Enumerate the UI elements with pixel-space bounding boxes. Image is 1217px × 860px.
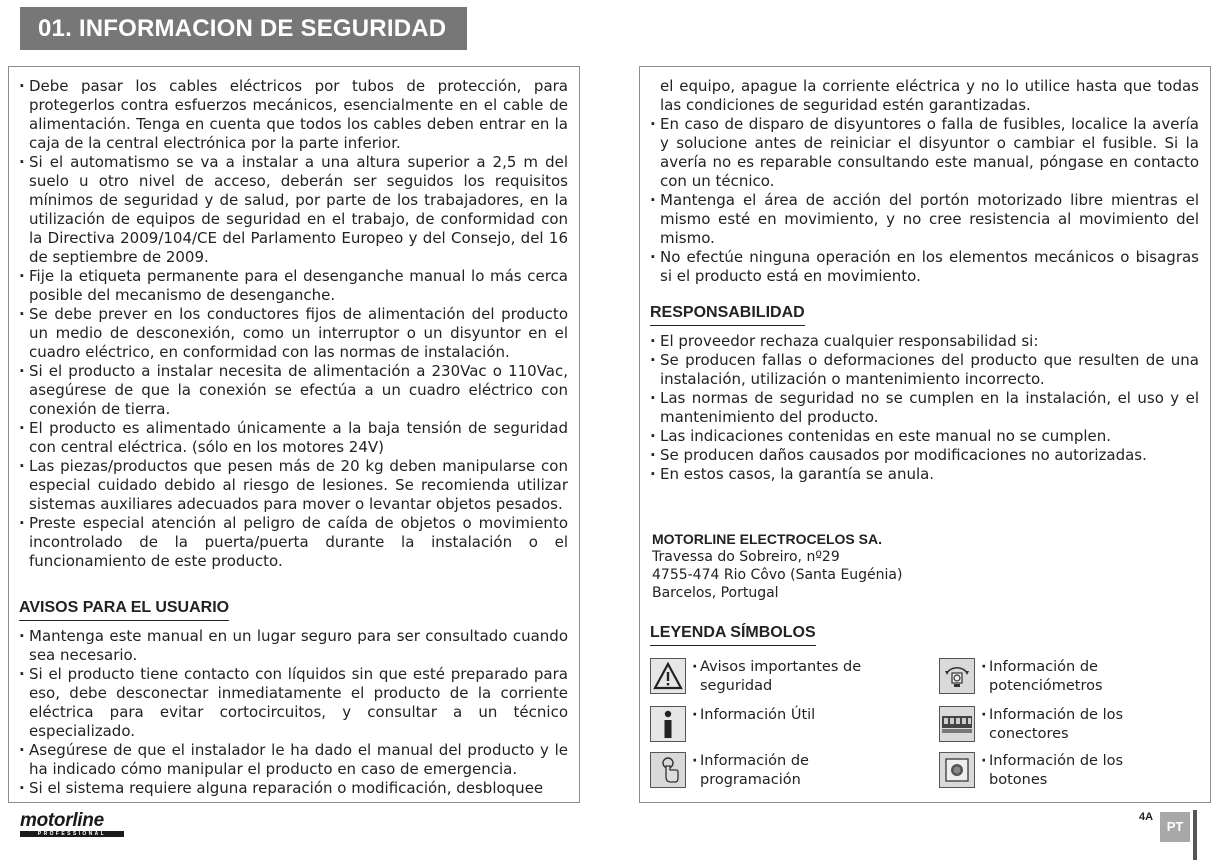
list-item: · Se producen fallas o deformaciones del producto que resulten de una instalación, utilización o mantenimiento incorrecto. [650, 351, 1199, 389]
legend-item [650, 658, 880, 696]
list-item: · En caso de disparo de disyuntores o falla de fusibles, localice la avería y solucione antes de reiniciar el disyuntor o cambiar el fusible. Si la avería no es reparable consultando este manual, póngase en contacto con un técnico. [650, 115, 1199, 191]
responsabilidad-list [650, 332, 1199, 484]
safety-list [19, 77, 568, 571]
legend-text: · Información de los conectores [981, 706, 1169, 744]
list-item: · Las piezas/productos que pesen más de 20 kg deben manipularse con especial cuidado debido al riesgo de lesiones. Se recomienda utilizar sistemas auxiliares adecuados para mover o levantar objetos pesados. [19, 457, 568, 514]
address-line: Travessa do Sobreiro, nº29 [652, 549, 840, 565]
list-item: · No efectúe ninguna operación en los elementos mecánicos o bisagras si el producto está en movimiento. [650, 248, 1199, 286]
list-item: · Mantenga el área de acción del portón motorizado libre mientras el mismo esté en movimiento, y no cree resistencia al movimiento del mismo. [650, 191, 1199, 248]
right-column [639, 66, 1211, 803]
page-edge-bar [1193, 810, 1197, 860]
legend-item [939, 658, 1169, 696]
responsabilidad-heading: RESPONSABILIDAD [650, 302, 805, 326]
legend-item [650, 706, 880, 742]
page-number: 4A [1139, 811, 1154, 823]
list-item: · El producto es alimentado únicamente a la baja tensión de seguridad con central eléctrica. (sólo en los motores 24V) [19, 419, 568, 457]
list-item: · Se producen daños causados por modificaciones no autorizadas. [650, 446, 1199, 465]
info-icon [650, 706, 686, 742]
motorline-logo [20, 812, 126, 838]
list-item: · Si el sistema requiere alguna reparación o modificación, desbloquee [19, 779, 568, 798]
list-item-continuation: el equipo, apague la corriente eléctrica y no lo utilice hasta que todas las condiciones de seguridad estén garantizadas. [660, 77, 1199, 114]
list-item: · Preste especial atención al peligro de caída de objetos o movimiento incontrolado de la puerta/puerta durante la instalación o el funcionamiento de este producto. [19, 514, 568, 571]
legend-item [939, 706, 1169, 744]
company-address [650, 530, 1199, 602]
legend-text: · Información de los botones [981, 752, 1169, 790]
list-item: · Si el producto a instalar necesita de alimentación a 230Vac o 110Vac, asegúrese de que la conexión se efectúa a un cuadro eléctrico con conexión de tierra. [19, 362, 568, 419]
logo-wordmark: motorline [20, 810, 104, 831]
list-item: · Debe pasar los cables eléctricos por tubos de protección, para protegerlos contra esfuerzos mecánicos, esencialmente en el cable de alimentación. Tenga en cuenta que todos los cables deben entrar en la caja de la central electrónica por la parte inferior. [19, 77, 568, 153]
legend-item [939, 752, 1169, 790]
list-item: · Fije la etiqueta permanente para el desenganche manual lo más cerca posible del mecanismo de desenganche. [19, 267, 568, 305]
list-item: · El proveedor rechaza cualquier responsabilidad si: [650, 332, 1199, 351]
logo-subtitle: PROFESSIONAL [20, 831, 124, 837]
warning-icon [650, 658, 686, 694]
list-item: · Las indicaciones contenidas en este manual no se cumplen. [650, 427, 1199, 446]
address-line: Barcelos, Portugal [652, 585, 779, 601]
address-line: 4755-474 Rio Côvo (Santa Eugénia) [652, 567, 903, 583]
list-item: · Asegúrese de que el instalador le ha dado el manual del producto y le ha indicado cómo manipular el producto en caso de emergencia. [19, 741, 568, 779]
legend-heading: LEYENDA SÍMBOLOS [650, 622, 816, 646]
safety-list-continued [650, 77, 1199, 286]
legend-text: · Avisos importantes de seguridad [692, 658, 880, 696]
list-item: · En estos casos, la garantía se anula. [650, 465, 1199, 484]
avisos-list [19, 627, 568, 798]
list-item: · Se debe prever en los conductores fijos de alimentación del producto un medio de desconexión, como un interruptor o un disyuntor en el cuadro eléctrico, en conformidad con las normas de instalación. [19, 305, 568, 362]
company-name: MOTORLINE ELECTROCELOS SA. [652, 531, 882, 547]
list-item: · Si el producto tiene contacto con líquidos sin que esté preparado para eso, debe desconectar inmediatamente el producto de la corriente eléctrica para evitar cortocircuitos, y consultar a un técnico especializado. [19, 665, 568, 741]
connector-icon [939, 706, 975, 742]
legend-text: · Información Útil [692, 706, 880, 725]
avisos-heading: AVISOS PARA EL USUARIO [19, 597, 229, 621]
left-column [8, 66, 580, 803]
button-icon [939, 752, 975, 788]
list-item: · Si el automatismo se va a instalar a una altura superior a 2,5 m del suelo u otro nivel de acceso, deberán ser seguidos los requisitos mínimos de seguridad y de salud, por parte de los trabajadores, en la utilización de equipos de seguridad en el trabajo, de conformidad con la Directiva 2009/104/CE del Parlamento Europeo y del Consejo, del 16 de septiembre de 2009. [19, 153, 568, 267]
legend-text: · Información de potenciómetros [981, 658, 1169, 696]
legend-text: · Información de programación [692, 752, 880, 790]
list-item: · Mantenga este manual en un lugar seguro para ser consultado cuando sea necesario. [19, 627, 568, 665]
legend-item [650, 752, 880, 790]
list-item: · Las normas de seguridad no se cumplen en la instalación, el uso y el mantenimiento del producto. [650, 389, 1199, 427]
programming-icon [650, 752, 686, 788]
section-title: 01. INFORMACION DE SEGURIDAD [20, 7, 467, 50]
potentiometer-icon [939, 658, 975, 694]
language-badge: PT [1160, 812, 1190, 842]
